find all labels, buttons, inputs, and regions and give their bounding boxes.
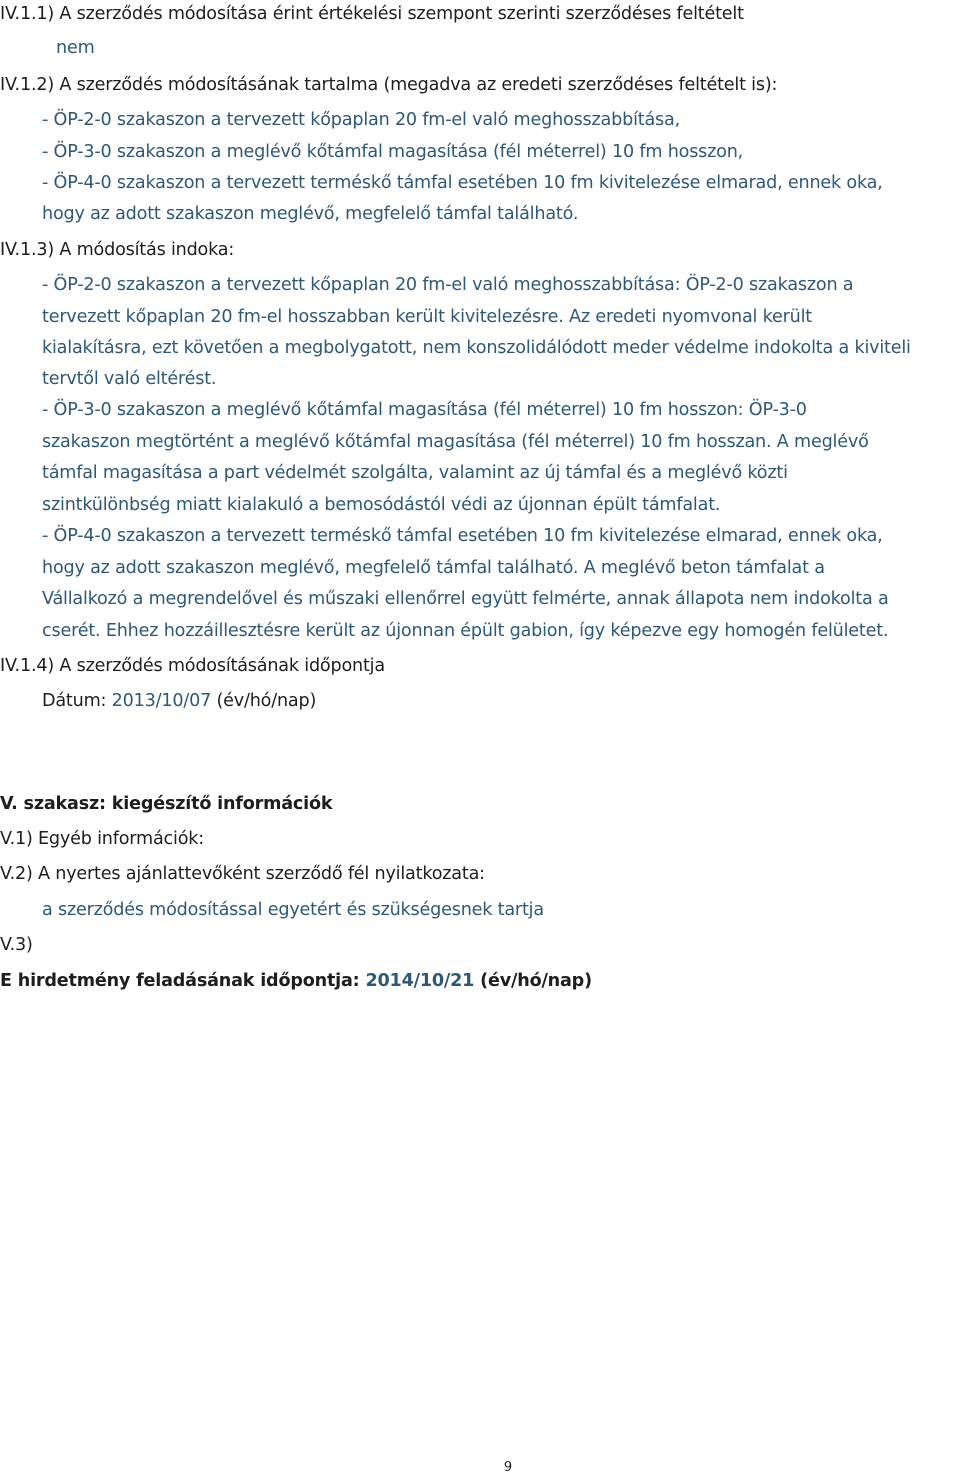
- date-value: 2013/10/07: [111, 691, 212, 711]
- section-iv-1-3-line: kialakításra, ezt követően a megbolygatott, nem konszolidálódott meder védelme indokolta a kiviteli: [42, 338, 911, 358]
- publication-date-value: 2014/10/21: [365, 971, 475, 991]
- section-iv-1-2-line: hogy az adott szakaszon meglévő, megfelelő támfal található.: [42, 204, 579, 224]
- section-iv-1-2-heading: IV.1.2) A szerződés módosításának tartalma (megadva az eredeti szerződéses feltételt is):: [0, 75, 778, 95]
- section-iv-1-3-line: szakaszon megtörtént a meglévő kőtámfal magasítása (fél méterrel) 10 fm hosszan. A meglévő: [42, 432, 869, 452]
- date-label: Dátum:: [42, 691, 107, 711]
- section-v-1-heading: V.1) Egyéb információk:: [0, 829, 204, 849]
- contract-modification-date: [42, 691, 316, 711]
- section-v-2-heading: V.2) A nyertes ajánlattevőként szerződő fél nyilatkozata:: [0, 864, 485, 884]
- section-iv-1-1-value: nem: [56, 38, 95, 58]
- section-iv-1-3-line: hogy az adott szakaszon meglévő, megfelelő támfal található. A meglévő beton támfalat a: [42, 558, 825, 578]
- section-iv-1-2-line: - ÖP-3-0 szakaszon a meglévő kőtámfal magasítása (fél méterrel) 10 fm hosszon,: [42, 142, 744, 162]
- section-iv-1-3-line: tervtől való eltérést.: [42, 369, 217, 389]
- page-number: 9: [503, 1460, 513, 1475]
- section-v-3-heading: V.3): [0, 935, 33, 955]
- section-iv-1-2-line: - ÖP-2-0 szakaszon a tervezett kőpaplan 20 fm-el való meghosszabbítása,: [42, 110, 680, 130]
- section-iv-1-3-line: szintkülönbség miatt kialakuló a bemosódástól védi az újonnan épült támfalat.: [42, 495, 721, 515]
- section-iv-1-2-line: - ÖP-4-0 szakaszon a tervezett terméskő támfal esetében 10 fm kivitelezése elmarad, ennek oka,: [42, 173, 883, 193]
- date-format: (év/hó/nap): [216, 691, 317, 711]
- section-iv-1-1-heading: IV.1.1) A szerződés módosítása érint értékelési szempont szerinti szerződéses feltételt: [0, 4, 744, 24]
- section-v-2-value: a szerződés módosítással egyetért és szükségesnek tartja: [42, 900, 544, 920]
- section-iv-1-3-line: tervezett kőpaplan 20 fm-el hosszabban került kivitelezésre. Az eredeti nyomvonal került: [42, 307, 812, 327]
- section-iv-1-3-line: Vállalkozó a megrendelővel és műszaki ellenőrrel együtt felmérte, annak állapota nem indokolta a: [42, 589, 889, 609]
- publication-date-format: (év/hó/nap): [480, 971, 592, 991]
- publication-date-label: E hirdetmény feladásának időpontja:: [0, 971, 360, 991]
- section-iv-1-3-line: - ÖP-4-0 szakaszon a tervezett terméskő támfal esetében 10 fm kivitelezése elmarad, ennek oka,: [42, 526, 883, 546]
- section-iv-1-3-line: cserét. Ehhez hozzáillesztésre került az újonnan épült gabion, így képezve egy homogén felületet.: [42, 621, 889, 641]
- section-iv-1-3-line: támfal magasítása a part védelmét szolgálta, valamint az új támfal és a meglévő közti: [42, 463, 788, 483]
- section-v-heading: V. szakasz: kiegészítő információk: [0, 794, 333, 814]
- section-iv-1-3-line: - ÖP-3-0 szakaszon a meglévő kőtámfal magasítása (fél méterrel) 10 fm hosszon: ÖP-3-0: [42, 400, 807, 420]
- section-iv-1-3-heading: IV.1.3) A módosítás indoka:: [0, 240, 235, 260]
- publication-date: [0, 971, 592, 991]
- section-iv-1-3-line: - ÖP-2-0 szakaszon a tervezett kőpaplan 20 fm-el való meghosszabbítása: ÖP-2-0 szakaszon a: [42, 275, 854, 295]
- section-iv-1-4-heading: IV.1.4) A szerződés módosításának időpontja: [0, 656, 385, 676]
